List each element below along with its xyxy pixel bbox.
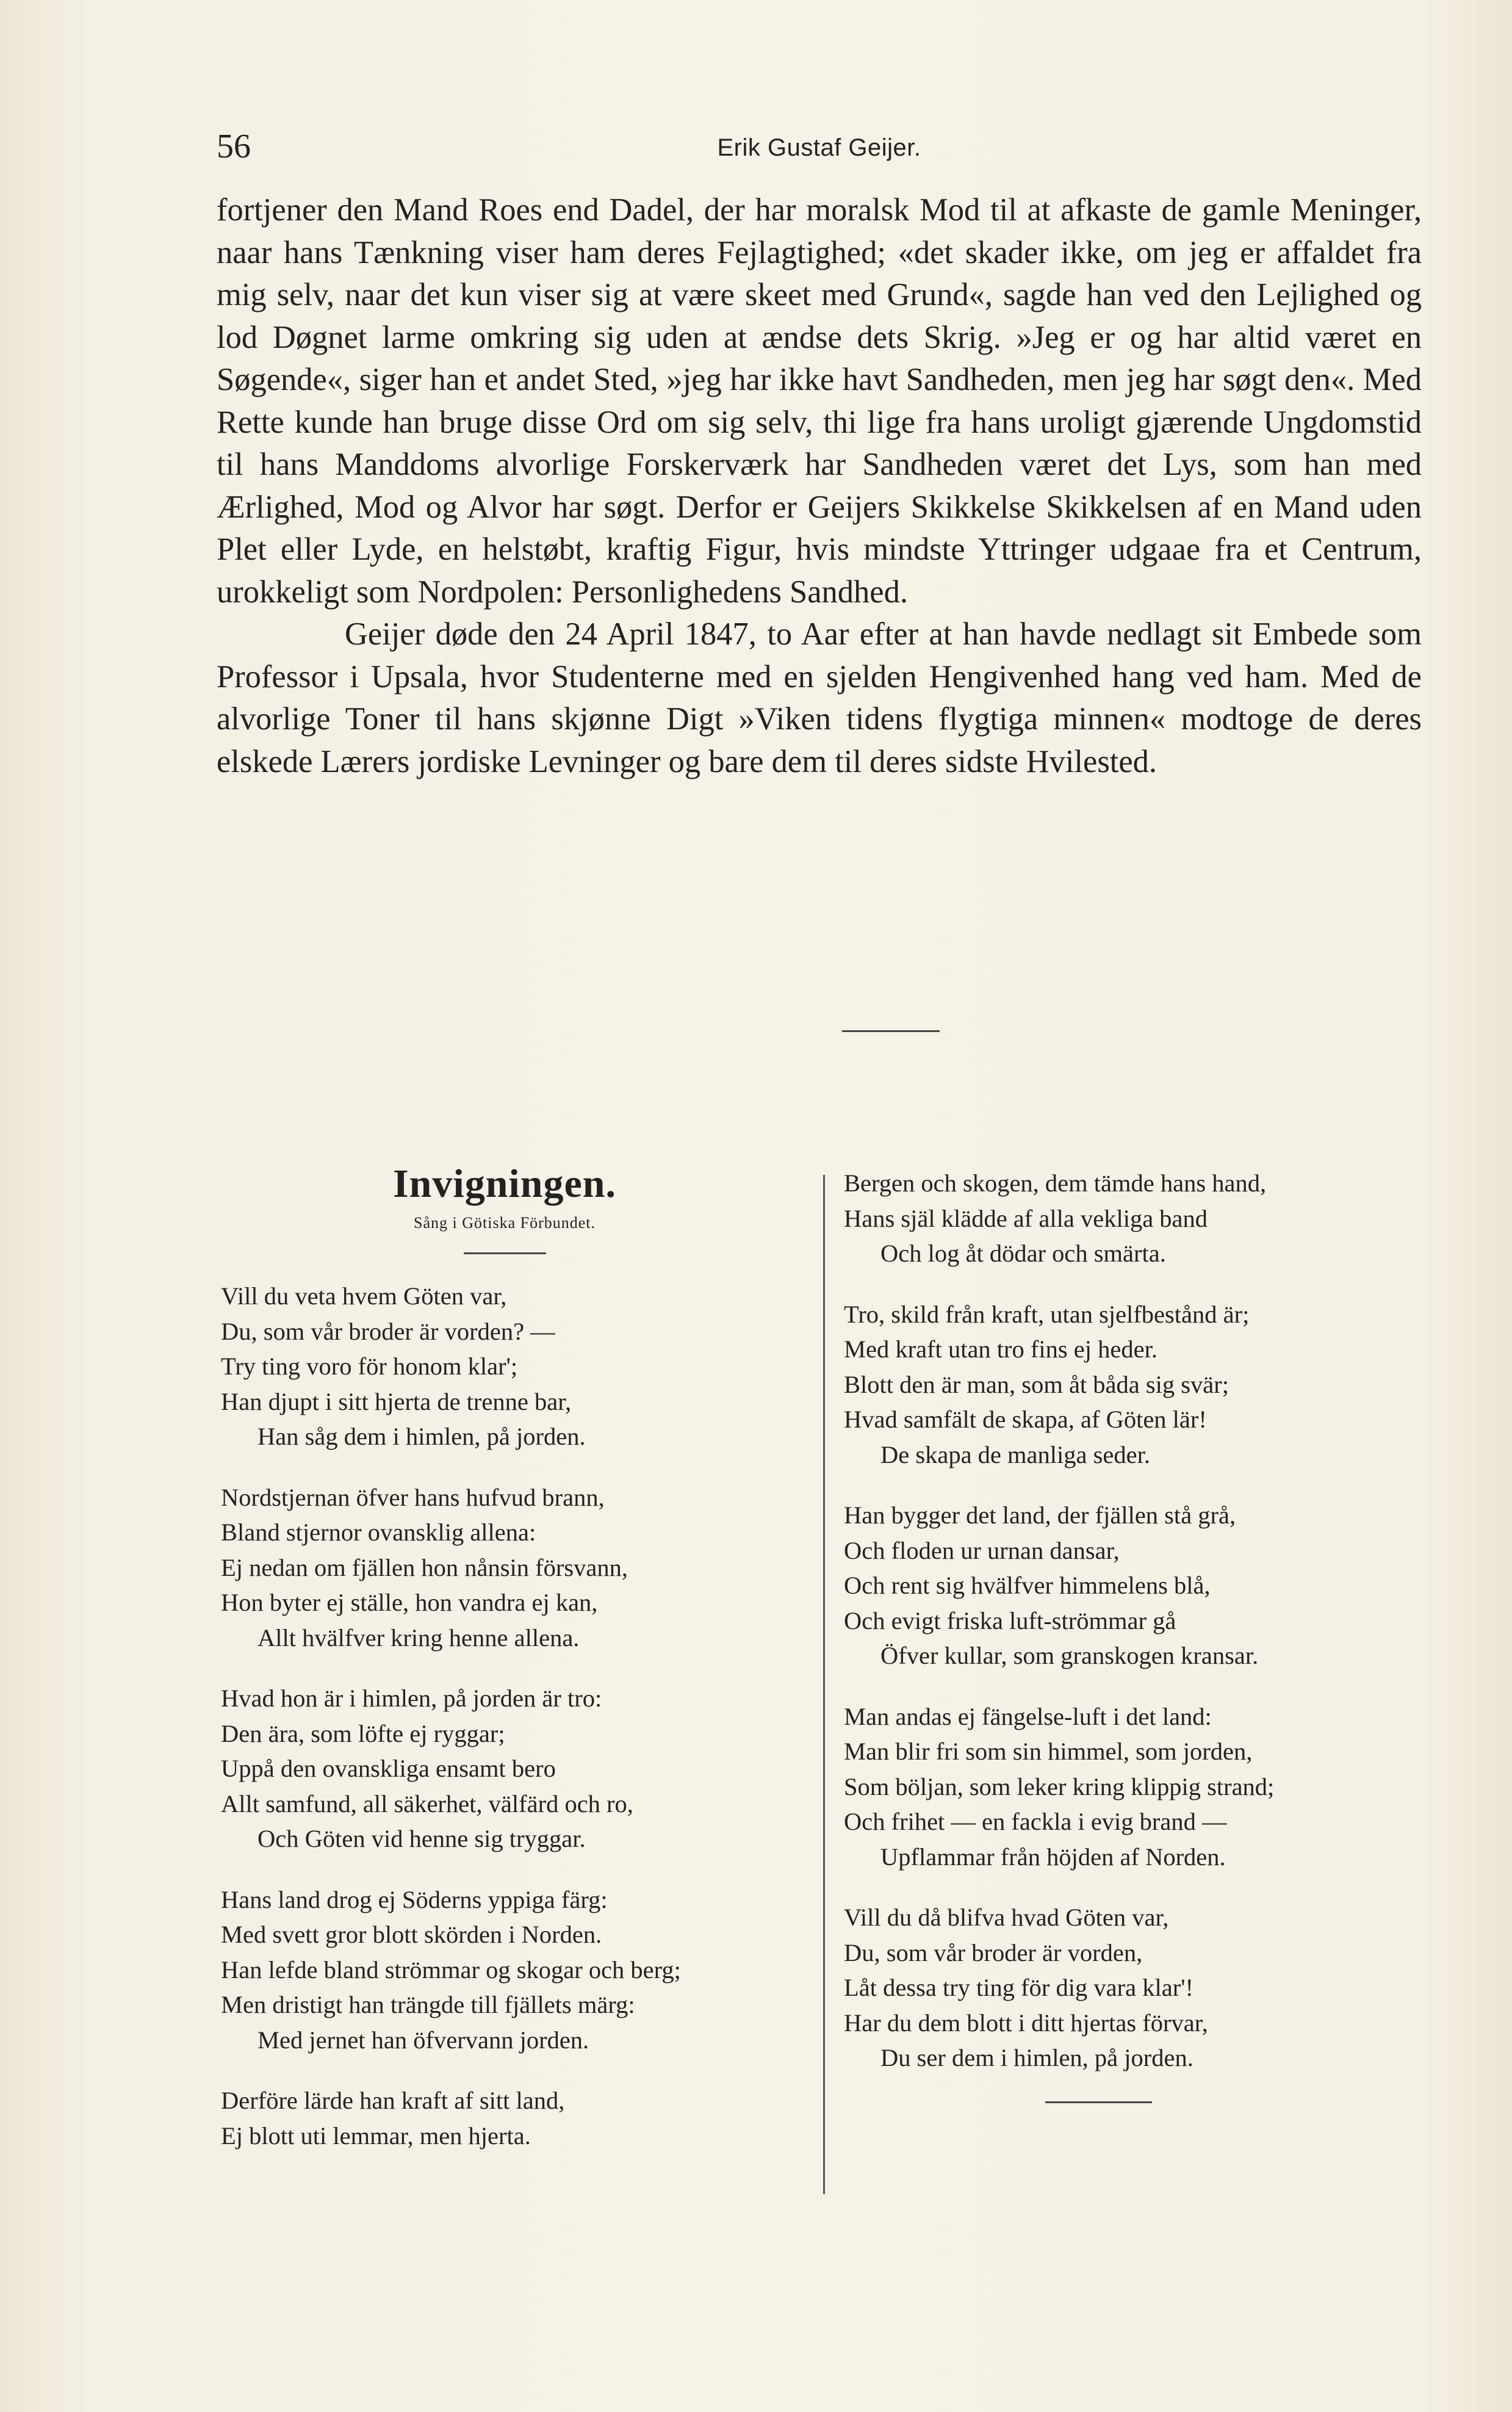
poem-stanza xyxy=(221,2083,788,2153)
poem-line: Hans själ klädde af alla vekliga band xyxy=(844,1204,1208,1232)
poem-line: Ej blott uti lemmar, men hjerta. xyxy=(221,2121,531,2150)
poem-line: Låt dessa try ting för dig vara klar'! xyxy=(844,1974,1193,2001)
poem-stanza xyxy=(844,1297,1430,1473)
poem-line: Hon byter ej ställe, hon vandra ej kan, xyxy=(221,1589,598,1616)
poem-left-column xyxy=(221,1160,788,2179)
poem-stanza xyxy=(844,1900,1430,2076)
poem-line: Du, som vår broder är vorden? — xyxy=(221,1317,555,1345)
prose-paragraph: fortjener den Mand Roes end Dadel, der har moralsk Mod til at afkaste de gamle Meninger, naar hans Tænkning viser ham deres Fejlagtighed; «det skader ikke, om jeg er affaldet fra mig selv, naar det kun viser sig at være skeet med Grund«, sagde han ved den Lejlighed og lod Døgnet larme omkring sig uden at ændse dets Skrig. »Jeg er og har altid været en Søgende«, siger han et andet Sted, »jeg har ikke havt Sandheden, men jeg har søgt den«. Med Rette kunde han bruge disse Ord om sig selv, thi lige fra hans uroligt gjærende Ungdomstid til hans Manddoms alvorlige Forskerværk har Sandheden været det Lys, som han med Ærlighed, Mod og Alvor har søgt. Derfor er Geijers Skikkelse Skikkelsen af en Mand uden Plet eller Lyde, en helstøbt, kraftig Figur, hvis mindste Yttringer udgaae fra et Centrum, urokkeligt som Nordpolen: Personlighedens Sandhed. xyxy=(217,192,1422,610)
poem-line: Och Göten vid henne sig tryggar. xyxy=(257,1825,586,1852)
poem-line: Och floden ur urnan dansar, xyxy=(844,1536,1120,1564)
section-divider xyxy=(842,1030,940,1032)
poem-line: Öfver kullar, som granskogen kransar. xyxy=(880,1642,1259,1669)
poem-line: Han djupt i sitt hjerta de trenne bar, xyxy=(221,1387,572,1415)
poem-line: Derföre lärde han kraft af sitt land, xyxy=(221,2087,565,2114)
poem-line: Upflammar från höjden af Norden. xyxy=(880,1843,1226,1871)
poem-right-column xyxy=(844,1166,1430,2103)
poem-line: Hans land drog ej Söderns yppiga färg: xyxy=(221,1885,608,1913)
poem-line: Som böljan, som leker kring klippig strand; xyxy=(844,1772,1275,1800)
poem-title: Invigningen. xyxy=(393,1161,616,1206)
poem-line: Med svett gror blott skörden i Norden. xyxy=(221,1921,602,1948)
poem-line: Och evigt friska luft-strömmar gå xyxy=(844,1606,1176,1634)
poem-line: Han lefde bland strömmar og skogar och berg; xyxy=(221,1955,681,1984)
poem-line: Han såg dem i himlen, på jorden. xyxy=(257,1423,586,1450)
poem-line: Vill du veta hvem Göten var, xyxy=(221,1282,507,1310)
title-divider xyxy=(464,1252,546,1254)
poem-line: Han bygger det land, der fjällen stå grå, xyxy=(844,1501,1236,1529)
poem-line: Vill du då blifva hvad Göten var, xyxy=(844,1904,1169,1931)
poem-line: Bergen och skogen, dem tämde hans hand, xyxy=(844,1169,1267,1197)
poem-line: Och rent sig hvälfver himmelens blå, xyxy=(844,1572,1211,1599)
page-header xyxy=(217,125,1422,168)
poem-line: Allt samfund, all säkerhet, välfärd och ro, xyxy=(221,1789,633,1818)
column-divider xyxy=(823,1175,825,2194)
poem-line: Allt hvälfver kring henne allena. xyxy=(257,1623,580,1652)
poem-stanza xyxy=(221,1882,788,2058)
poem-line: Och log åt dödar och smärta. xyxy=(880,1240,1166,1267)
poem-line: Nordstjernan öfver hans hufvud brann, xyxy=(221,1483,605,1511)
prose-paragraph: Geijer døde den 24 April 1847, to Aar efter at han havde nedlagt sit Embede som Professor i Upsala, hvor Studenterne med en sjelden Hengivenhed hang ved ham. Med de alvorlige Toner til hans skjønne Digt »Viken tidens flygtiga minnen« modtoge de deres elskede Lærers jordiske Levninger og bare dem til deres sidste Hvilested. xyxy=(217,616,1422,779)
poem-stanza xyxy=(221,1681,788,1857)
poem-line: Uppå den ovanskliga ensamt bero xyxy=(221,1755,556,1782)
left-stanzas xyxy=(221,1279,788,2153)
poem-stanza xyxy=(844,1699,1430,1875)
poem-line: Med jernet han öfvervann jorden. xyxy=(257,2026,589,2054)
poem-line: Du ser dem i himlen, på jorden. xyxy=(880,2044,1193,2071)
poem-line: Hvad samfält de skapa, af Göten lär! xyxy=(844,1406,1207,1433)
poem-line: Hvad hon är i himlen, på jorden är tro: xyxy=(221,1684,602,1712)
poem-stanza xyxy=(844,1166,1430,1271)
poem-line: Ej nedan om fjällen hon nånsin försvann, xyxy=(221,1553,628,1581)
poem-line: Med kraft utan tro fins ej heder. xyxy=(844,1335,1157,1363)
poem-subtitle: Sång i Götiska Förbundet. xyxy=(414,1214,596,1232)
poem-line: Tro, skild från kraft, utan sjelfbestånd är; xyxy=(844,1300,1250,1328)
poem-line: Man andas ej fängelse-luft i det land: xyxy=(844,1702,1212,1730)
end-divider xyxy=(1045,2101,1152,2103)
poem-line: Har du dem blott i ditt hjertas förvar, xyxy=(844,2009,1208,2037)
running-title: Erik Gustaf Geijer. xyxy=(717,134,921,161)
right-stanzas xyxy=(844,1166,1430,2076)
poem-line: Den ära, som löfte ej ryggar; xyxy=(221,1719,505,1747)
poem-stanza xyxy=(221,1480,788,1656)
poem-line: De skapa de manliga seder. xyxy=(880,1440,1150,1468)
poem-line: Try ting voro för honom klar'; xyxy=(221,1352,518,1380)
poem-stanza xyxy=(844,1498,1430,1674)
poem-line: Blott den är man, som åt båda sig svär; xyxy=(844,1370,1229,1398)
poem-line: Du, som vår broder är vorden, xyxy=(844,1938,1143,1966)
prose-text xyxy=(217,189,1422,783)
poem-line: Men dristigt han trängde till fjällets märg: xyxy=(221,1991,635,2018)
page-number: 56 xyxy=(217,128,251,165)
poem-stanza xyxy=(221,1279,788,1454)
poem-line: Man blir fri som sin himmel, som jorden, xyxy=(844,1738,1253,1765)
poem-line: Bland stjernor ovansklig allena: xyxy=(221,1518,536,1546)
poem-line: Och frihet — en fackla i evig brand — xyxy=(844,1808,1227,1835)
